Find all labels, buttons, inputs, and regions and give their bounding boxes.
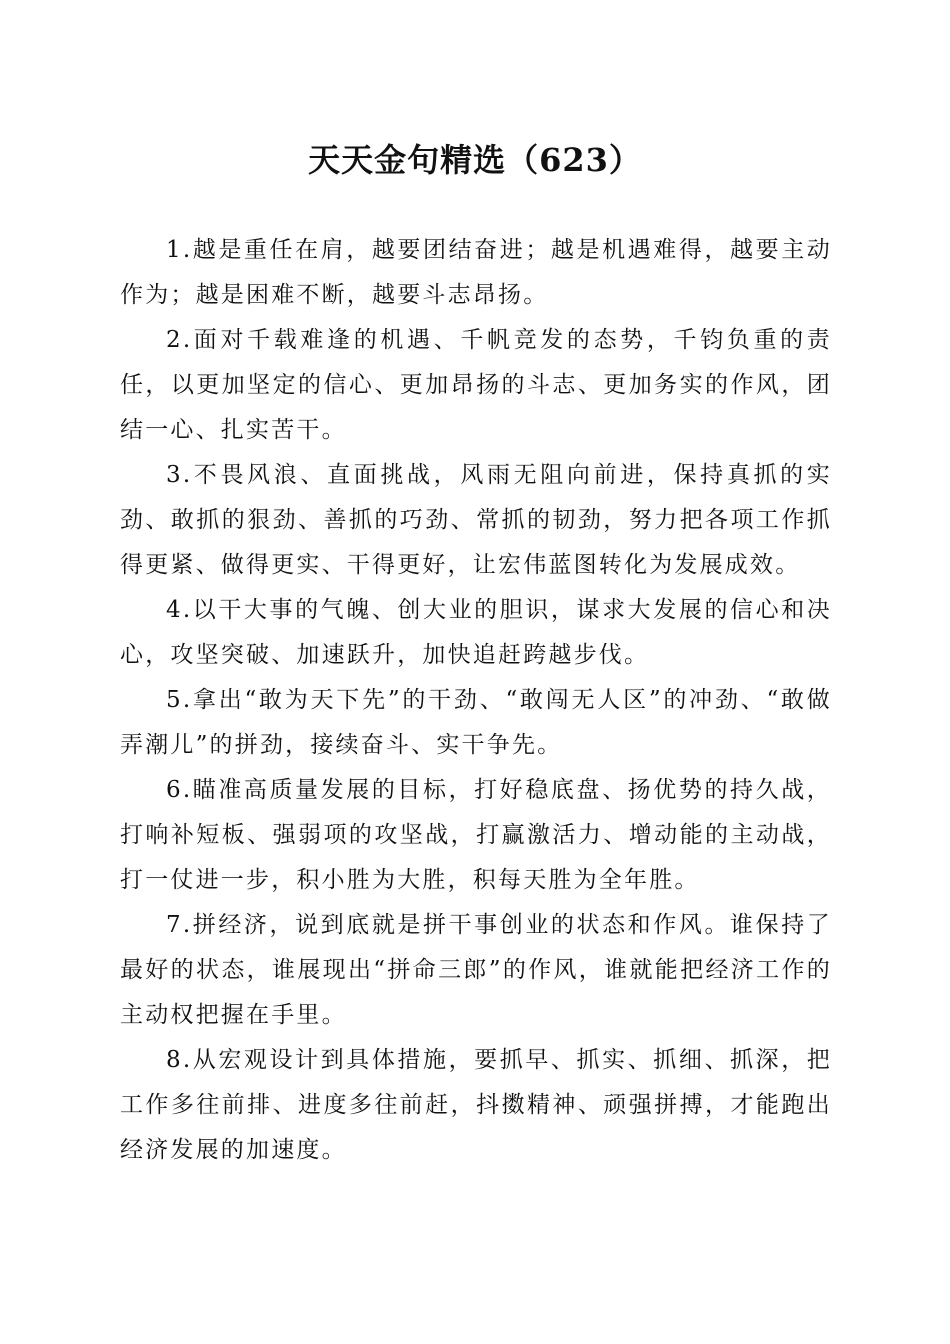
page-title: 天天金句精选（623） [308, 141, 642, 179]
paragraph-7: 7.拼经济，说到底就是拼干事创业的状态和作风。谁保持了最好的状态，谁展现出“拼命三郎”的作风，谁就能把经济工作的主动权把握在手里。 [120, 912, 832, 1028]
paragraph-6: 6.瞄准高质量发展的目标，打好稳底盘、扬优势的持久战，打响补短板、强弱项的攻坚战，打赢激活力、增动能的主动战，打一仗进一步，积小胜为大胜，积每天胜为全年胜。 [120, 777, 832, 893]
paragraph-2: 2.面对千载难逢的机遇、千帆竞发的态势，千钧负重的责任，以更加坚定的信心、更加昂扬的斗志、更加务实的作风，团结一心、扎实苦干。 [120, 327, 832, 443]
paragraph-8: 8.从宏观设计到具体措施，要抓早、抓实、抓细、抓深，把工作多往前排、进度多往前赶，抖擞精神、顽强拼搏，才能跑出经济发展的加速度。 [120, 1047, 832, 1163]
document-body [120, 228, 832, 1173]
paragraph-4: 4.以干大事的气魄、创大业的胆识，谋求大发展的信心和决心，攻坚突破、加速跃升，加快追赶跨越步伐。 [120, 597, 832, 668]
paragraph-3: 3.不畏风浪、直面挑战，风雨无阻向前进，保持真抓的实劲、敢抓的狠劲、善抓的巧劲、常抓的韧劲，努力把各项工作抓得更紧、做得更实、干得更好，让宏伟蓝图转化为发展成效。 [120, 462, 832, 578]
paragraph-1: 1.越是重任在肩，越要团结奋进；越是机遇难得，越要主动作为；越是困难不断，越要斗志昂扬。 [120, 237, 832, 308]
paragraph-5: 5.拿出“敢为天下先”的干劲、“敢闯无人区”的冲劲、“敢做弄潮儿”的拼劲，接续奋斗、实干争先。 [120, 687, 832, 758]
